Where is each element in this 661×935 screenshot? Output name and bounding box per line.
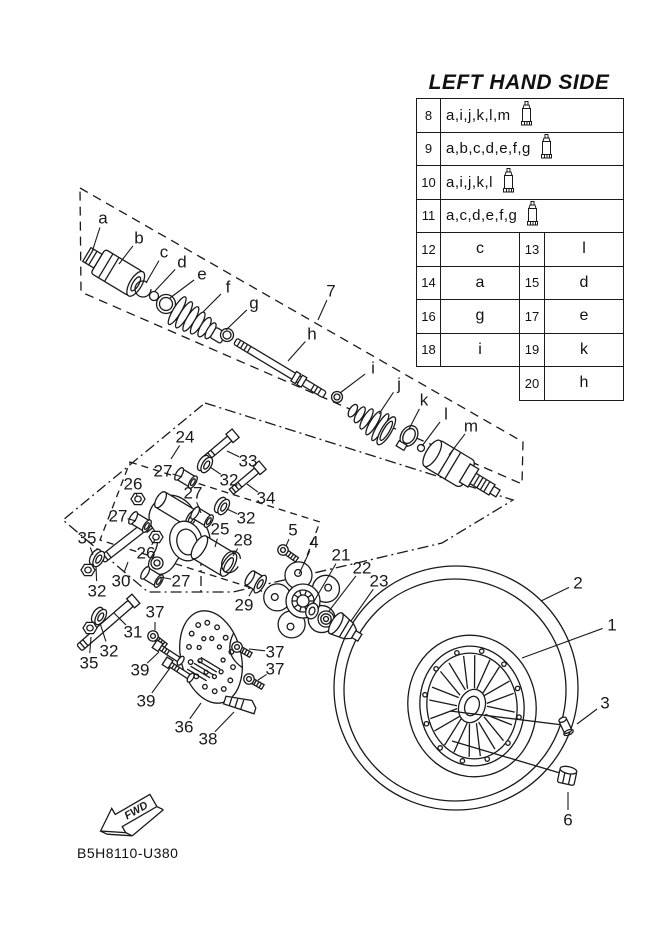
row-part: h xyxy=(545,367,624,401)
row-number: 11 xyxy=(417,199,441,233)
row-number: 9 xyxy=(417,132,441,166)
part-label: 26 xyxy=(136,543,156,563)
outer-cv-joint-m xyxy=(419,437,506,506)
cv-boot-j xyxy=(342,395,399,447)
parts-table xyxy=(416,98,624,401)
washer-32 xyxy=(212,495,232,516)
leader-line xyxy=(577,709,597,724)
leader-line xyxy=(226,310,247,330)
row-part: e xyxy=(545,300,624,334)
row-number: 8 xyxy=(417,99,441,133)
table-row xyxy=(417,367,624,401)
part-label: l xyxy=(444,404,448,424)
part-label: 21 xyxy=(331,545,351,565)
empty-cell xyxy=(417,367,520,401)
part-label: f xyxy=(225,277,231,297)
part-label: d xyxy=(177,252,187,272)
leader-line xyxy=(203,294,221,312)
fwd-arrow xyxy=(94,786,167,848)
leader-line xyxy=(227,451,239,457)
leader-line xyxy=(215,712,234,732)
nut xyxy=(81,564,95,575)
part-label: a xyxy=(98,208,108,228)
part-label: 7 xyxy=(326,281,336,301)
grease-tube-icon xyxy=(520,101,533,130)
part-label: 32 xyxy=(99,641,119,661)
row-parts: a,i,j,k,l xyxy=(441,166,624,200)
drawing-number: B5H8110-U380 xyxy=(77,845,179,861)
part-label: 37 xyxy=(145,602,165,622)
row-number: 16 xyxy=(417,300,441,334)
leader-line xyxy=(171,445,180,459)
part-label: 31 xyxy=(123,622,143,642)
row-parts: a,b,c,d,e,f,g xyxy=(441,132,624,166)
leader-line xyxy=(152,668,170,693)
bolt-37 xyxy=(242,672,266,692)
leader-line xyxy=(340,374,365,393)
lug-nut-6 xyxy=(557,765,577,786)
leader-line xyxy=(96,566,97,581)
leader-line xyxy=(146,261,159,283)
part-label: h xyxy=(307,324,317,344)
boot-clamp-g xyxy=(221,329,234,342)
part-label: 35 xyxy=(77,528,97,548)
table-row xyxy=(417,300,624,334)
part-label: m xyxy=(463,416,479,436)
part-label: 5 xyxy=(288,520,298,540)
part-label: 27 xyxy=(183,483,203,503)
table-row xyxy=(417,99,624,133)
part-label: 37 xyxy=(265,659,285,679)
grease-tube-icon xyxy=(540,134,553,163)
part-label: 32 xyxy=(87,581,107,601)
leader-line xyxy=(190,703,201,719)
part-label: 22 xyxy=(352,558,372,578)
row-number: 13 xyxy=(520,233,545,267)
part-label: 27 xyxy=(171,571,191,591)
bolt-5 xyxy=(276,543,300,564)
leader-line xyxy=(249,649,265,651)
nut xyxy=(149,531,163,542)
part-label: e xyxy=(197,264,207,284)
part-label: 39 xyxy=(130,660,150,680)
part-label: i xyxy=(371,358,375,378)
row-number: 12 xyxy=(417,233,441,267)
part-label: 33 xyxy=(238,451,258,471)
leader-line xyxy=(318,300,327,320)
table-row xyxy=(417,266,624,300)
leader-line xyxy=(288,341,305,361)
grease-tube-icon xyxy=(526,201,539,230)
part-label: 27 xyxy=(153,461,173,481)
nut xyxy=(83,622,97,633)
part-label: 35 xyxy=(79,653,99,673)
part-label: 38 xyxy=(198,729,218,749)
row-part: a xyxy=(441,266,520,300)
part-label: 36 xyxy=(174,717,194,737)
leader-line xyxy=(155,269,175,291)
part-label: 6 xyxy=(563,810,573,830)
row-part: d xyxy=(545,266,624,300)
part-label: 1 xyxy=(607,615,617,635)
inner-cv-joint-b xyxy=(80,242,148,298)
part-label: 23 xyxy=(369,571,389,591)
table-row xyxy=(417,333,624,367)
row-number: 10 xyxy=(417,166,441,200)
nut xyxy=(131,493,145,504)
leader-line xyxy=(92,228,100,252)
part-label: b xyxy=(134,228,144,248)
part-label: 39 xyxy=(136,691,156,711)
row-part: c xyxy=(441,233,520,267)
row-part: i xyxy=(441,333,520,367)
part-label: 4 xyxy=(309,532,319,552)
part-label: 25 xyxy=(210,519,230,539)
fwd-label: FWD xyxy=(122,799,151,823)
part-label: 32 xyxy=(219,470,239,490)
part-label: 26 xyxy=(123,474,143,494)
part-label: 30 xyxy=(111,571,131,591)
leader-line xyxy=(124,562,128,572)
page-title: LEFT HAND SIDE xyxy=(428,71,610,94)
leader-line xyxy=(541,587,569,601)
row-number: 20 xyxy=(520,367,545,401)
row-part: k xyxy=(545,333,624,367)
row-part: g xyxy=(441,300,520,334)
table-row xyxy=(417,132,624,166)
table-row xyxy=(417,233,624,267)
part-label: 24 xyxy=(175,427,195,447)
table-row xyxy=(417,199,624,233)
part-label: 29 xyxy=(234,595,254,615)
row-number: 19 xyxy=(520,333,545,367)
leader-line xyxy=(286,539,289,546)
part-label: g xyxy=(249,293,259,313)
table-row xyxy=(417,166,624,200)
part-label: 37 xyxy=(265,642,285,662)
row-number: 17 xyxy=(520,300,545,334)
leader-line xyxy=(170,280,194,298)
part-label: k xyxy=(419,390,429,410)
part-label: 3 xyxy=(600,693,610,713)
row-number: 15 xyxy=(520,266,545,300)
axle-shaft-h xyxy=(233,337,328,400)
part-label: 28 xyxy=(233,530,253,550)
part-label: 2 xyxy=(573,573,583,593)
part-label: c xyxy=(159,242,169,262)
row-number: 18 xyxy=(417,333,441,367)
ring-l xyxy=(418,445,425,452)
leader-line xyxy=(379,392,393,414)
part-label: j xyxy=(397,374,401,394)
row-parts: a,i,j,k,l,m xyxy=(441,99,624,133)
ring-i xyxy=(332,392,343,403)
part-label: 34 xyxy=(256,488,276,508)
part-label: 32 xyxy=(236,508,256,528)
leader-line xyxy=(227,509,237,514)
collar-29 xyxy=(242,568,269,595)
row-parts: a,c,d,e,f,g xyxy=(441,199,624,233)
grease-tube-icon xyxy=(502,168,515,197)
row-number: 14 xyxy=(417,266,441,300)
part-label: 27 xyxy=(108,506,128,526)
row-part: l xyxy=(545,233,624,267)
